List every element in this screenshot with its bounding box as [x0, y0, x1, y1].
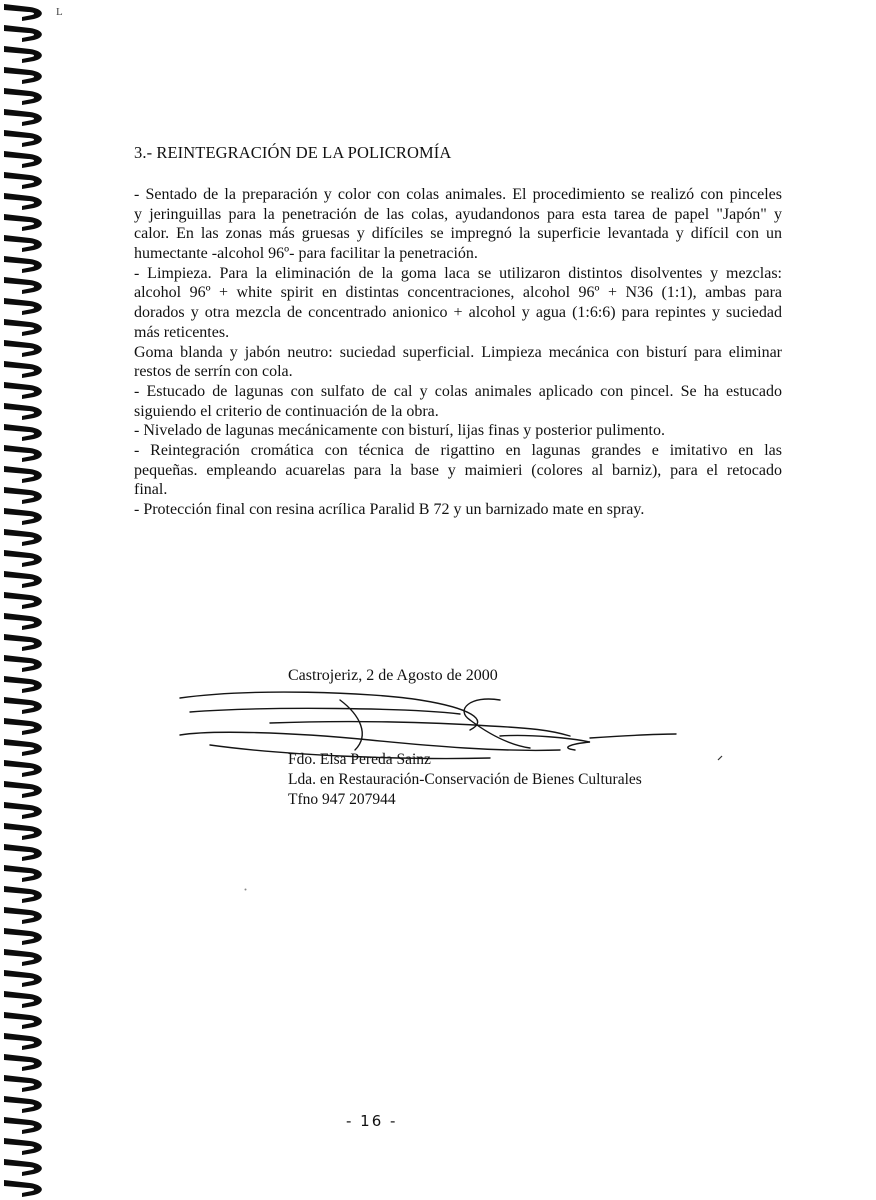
page-number: - 16 - — [346, 1112, 398, 1130]
spiral-coil — [4, 718, 42, 735]
handwritten-signature — [170, 690, 690, 770]
spiral-coil — [4, 781, 42, 798]
signature-block — [288, 666, 642, 808]
spiral-coil — [4, 319, 42, 336]
spiral-coil — [4, 445, 42, 462]
body-line: - Limpieza. Para la eliminación de la goma laca se utilizaron distintos disolventes y mezclas: — [134, 264, 782, 282]
spiral-coil — [4, 487, 42, 504]
body-line: - Nivelado de lagunas mecánicamente con bisturí, lijas finas y posterior pulimento. — [134, 422, 665, 440]
spiral-coil — [4, 214, 42, 231]
spiral-coil — [4, 865, 42, 882]
spiral-coil — [4, 109, 42, 126]
spiral-coil — [4, 529, 42, 546]
pen-mark — [717, 755, 723, 761]
body-line: - Reintegración cromática con técnica de rigattino en lagunas grandes e imitativo en las — [134, 441, 782, 459]
spiral-coil — [4, 46, 42, 63]
spiral-coil — [4, 760, 42, 777]
spiral-coil — [4, 697, 42, 714]
spiral-coil — [4, 970, 42, 987]
body-line: siguiendo el criterio de continuación de la obra. — [134, 402, 439, 420]
spiral-coil — [4, 802, 42, 819]
spiral-coil — [4, 844, 42, 861]
spiral-coil — [4, 151, 42, 168]
spiral-coil — [4, 298, 42, 315]
spiral-coil — [4, 403, 42, 420]
section-heading: 3.- REINTEGRACIÓN DE LA POLICROMÍA — [134, 143, 452, 162]
signer-title: Lda. en Restauración-Conservación de Bienes Culturales — [288, 771, 642, 788]
spiral-coil — [4, 1117, 42, 1134]
spiral-coil — [4, 886, 42, 903]
body-line: - Protección final con resina acrílica Paralid B 72 y un barnizado mate en spray. — [134, 501, 645, 518]
spiral-coil — [4, 193, 42, 210]
body-line: calor. En las zonas más gruesas y difíciles se impregnó la superficie levantada y difícil con un — [134, 225, 782, 243]
spiral-binding — [0, 0, 60, 1200]
spiral-coil — [4, 592, 42, 609]
spiral-coil — [4, 172, 42, 189]
spiral-coil — [4, 655, 42, 672]
spiral-coil — [4, 571, 42, 588]
body-line: más reticentes. — [134, 323, 230, 341]
spiral-coil — [4, 676, 42, 693]
spiral-coil — [4, 340, 42, 357]
spiral-coil — [4, 1159, 42, 1176]
body-text — [134, 185, 782, 520]
spiral-coil — [4, 4, 42, 21]
spiral-coil — [4, 256, 42, 273]
body-line: alcohol 96º + white spirit en distintas concentraciones, alcohol 96º + N36 (1:1), ambas para — [134, 284, 782, 302]
spiral-coil — [4, 67, 42, 84]
spiral-coil — [4, 466, 42, 483]
spiral-coil — [4, 907, 42, 924]
spiral-coil — [4, 991, 42, 1008]
spiral-coil — [4, 1033, 42, 1050]
spiral-coil — [4, 739, 42, 756]
spiral-coil — [4, 550, 42, 567]
place-date: Castrojeriz, 2 de Agosto de 2000 — [288, 667, 498, 684]
spiral-coil — [4, 361, 42, 378]
spiral-coil — [4, 1138, 42, 1155]
body-line: restos de serrín con cola. — [134, 363, 293, 381]
body-line: - Estucado de lagunas con sulfato de cal y colas animales aplicado con pincel. Se ha estucado — [134, 382, 782, 400]
signer-name: Fdo. Elsa Pereda Sainz — [288, 751, 431, 768]
spiral-coil — [4, 25, 42, 42]
spiral-coil — [4, 1012, 42, 1029]
body-line: pequeñas. empleando acuarelas para la base y maimieri (colores al barniz), para el retocado — [134, 461, 782, 479]
spiral-coil — [4, 949, 42, 966]
spiral-coil — [4, 235, 42, 252]
body-line: final. — [134, 481, 168, 499]
body-line: - Sentado de la preparación y color con colas animales. El procedimiento se realizó con pinceles — [134, 186, 782, 203]
signer-phone: Tfno 947 207944 — [288, 791, 396, 808]
corner-mark: L — [56, 6, 63, 18]
spiral-coil — [4, 634, 42, 651]
body-line: Goma blanda y jabón neutro: suciedad superficial. Limpieza mecánica con bisturí para eliminar — [134, 343, 782, 361]
spiral-coil — [4, 1054, 42, 1071]
body-line: dorados y otra mezcla de concentrado anionico + alcohol y agua (1:6:6) para repintes y suciedad — [134, 304, 782, 322]
spiral-coil — [4, 130, 42, 147]
spiral-coil — [4, 1096, 42, 1113]
spiral-coil — [4, 613, 42, 630]
paper-speck — [244, 888, 247, 891]
spiral-coil — [4, 508, 42, 525]
spiral-coil — [4, 1180, 42, 1197]
body-line: y jeringuillas para la penetración de las colas, ayudandonos para esta tarea de papel "Japón" y — [134, 205, 782, 223]
spiral-coil — [4, 928, 42, 945]
spiral-coil — [4, 1075, 42, 1092]
spiral-coil — [4, 424, 42, 441]
body-line: humectante -alcohol 96º- para facilitar la penetración. — [134, 245, 478, 263]
spiral-coil — [4, 277, 42, 294]
spiral-coil — [4, 823, 42, 840]
spiral-coil — [4, 382, 42, 399]
spiral-coil — [4, 88, 42, 105]
